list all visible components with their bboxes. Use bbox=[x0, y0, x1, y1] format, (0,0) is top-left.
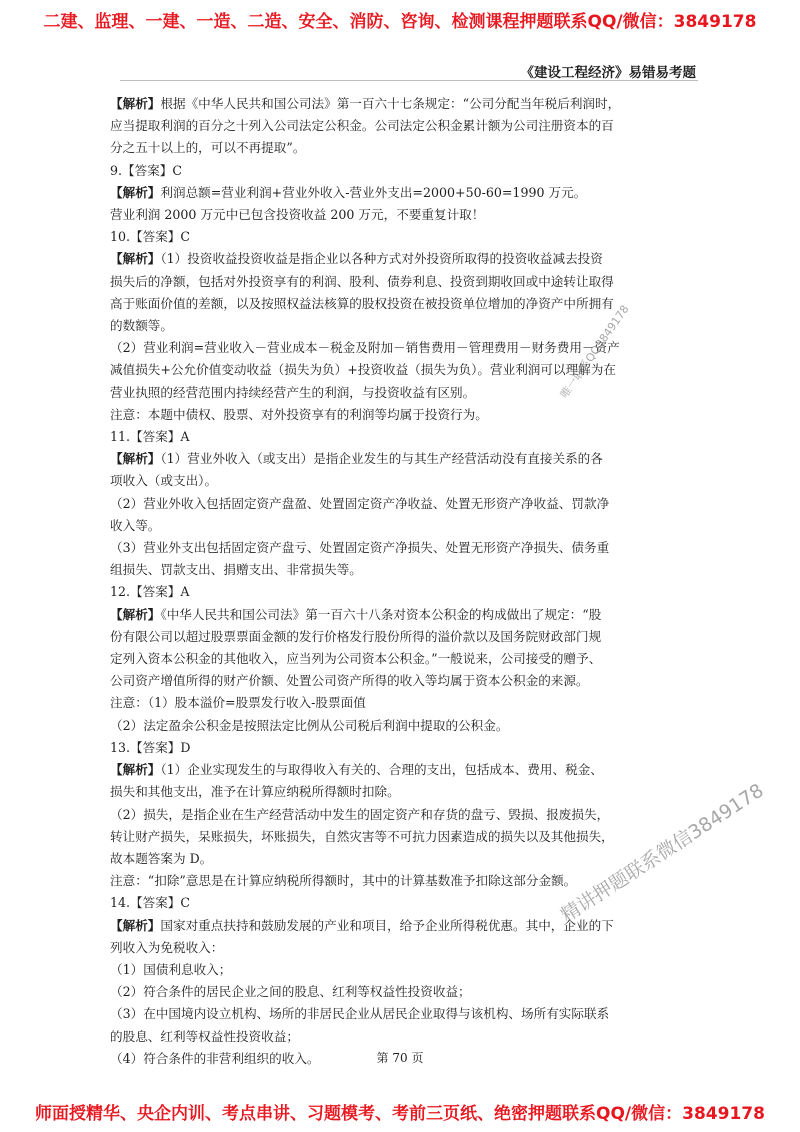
body-line-text: 注意：本题中债权、股票、对外投资享有的利润等均属于投资行为。 bbox=[110, 406, 488, 422]
analysis-tag: 【解析】 bbox=[110, 762, 161, 778]
body-line-text: 11.【答案】A bbox=[110, 429, 190, 445]
body-line bbox=[110, 537, 693, 559]
body-line bbox=[110, 204, 693, 226]
body-line-text: 公司资产增值所得的财产价额、处置公司资产所得的收入等均属于资本公积金的来源。 bbox=[110, 673, 589, 689]
analysis-tag: 【解析】 bbox=[110, 917, 161, 933]
body-line bbox=[110, 359, 693, 381]
body-line bbox=[110, 426, 693, 448]
analysis-tag: 【解析】 bbox=[110, 96, 161, 111]
body-line bbox=[110, 404, 693, 426]
body-line bbox=[110, 93, 693, 115]
body-line bbox=[110, 604, 693, 626]
body-line-text: （1）投资收益投资收益是指企业以各种方式对外投资所取得的投资收益减去投资 bbox=[160, 251, 603, 267]
body-line-text: 13.【答案】D bbox=[110, 739, 191, 755]
body-line-text: 故本题答案为 D。 bbox=[110, 850, 213, 866]
body-line-text: 定列入资本公积金的其他收入，应当列为公司资本公积金。”一般说来，公司接受的赠予、 bbox=[110, 651, 602, 667]
body-line-text: 分之五十以上的，可以不再提取”。 bbox=[110, 140, 306, 156]
body-line-text: 列收入为免税收入： bbox=[110, 939, 224, 955]
body-line bbox=[110, 248, 693, 270]
body-line-text: 9.【答案】C bbox=[110, 162, 183, 178]
body-line-text: 14.【答案】C bbox=[110, 895, 191, 911]
body-line bbox=[110, 759, 693, 781]
body-line bbox=[110, 959, 693, 981]
body-line-text: 注意：“扣除”意思是在计算应纳税所得额时，其中的计算基数准予扣除这部分金额。 bbox=[110, 873, 577, 889]
body-line bbox=[110, 226, 693, 248]
body-line bbox=[110, 293, 693, 315]
body-line bbox=[110, 648, 693, 670]
body-line bbox=[110, 182, 693, 204]
body-line bbox=[110, 448, 693, 470]
body-line bbox=[110, 382, 693, 404]
analysis-tag: 【解析】 bbox=[110, 451, 161, 467]
body-line bbox=[110, 737, 693, 759]
body-line bbox=[110, 470, 693, 492]
body-line-text: 利润总额=营业利润+营业外收入-营业外支出=2000+50-60=1990 万元。 bbox=[160, 184, 587, 200]
body-line-text: （1）国债利息收入； bbox=[110, 961, 232, 977]
body-line bbox=[110, 937, 693, 959]
document-body bbox=[110, 93, 693, 1070]
body-line-text: 《中华人民共和国公司法》第一百六十八条对资本公积金的构成做出了规定：“股 bbox=[160, 606, 602, 622]
analysis-tag: 【解析】 bbox=[110, 184, 161, 200]
body-line-text: 营业利润 2000 万元中已包含投资收益 200 万元，不要重复计取！ bbox=[110, 207, 485, 223]
body-line-text: 转让财产损失，呆账损失，坏账损失，自然灾害等不可抗力因素造成的损失以及其他损失， bbox=[110, 828, 614, 844]
body-line-text: 损失和其他支出，准予在计算应纳税所得额时扣除。 bbox=[110, 784, 400, 800]
body-line-text: 营业执照的经营范围内持续经营产生的利润，与投资收益有区别。 bbox=[110, 384, 476, 400]
page-number: 第 70 页 bbox=[376, 1051, 424, 1065]
body-line-text: （2）法定盈余公积金是按照法定比例从公司税后利润中提取的公积金。 bbox=[110, 717, 509, 733]
body-line-text: （1）企业实现发生的与取得收入有关的、合理的支出，包括成本、费用、税金、 bbox=[160, 762, 603, 778]
body-line-text: （3）营业外支出包括固定资产盘亏、处置固定资产净损失、处置无形资产净损失、债务重 bbox=[110, 540, 610, 556]
body-line bbox=[110, 493, 693, 515]
body-line-text: 的数额等。 bbox=[110, 318, 173, 334]
body-line bbox=[110, 559, 693, 581]
body-line bbox=[110, 981, 693, 1003]
body-line-text: （2）营业利润=营业收入－营业成本－税金及附加－销售费用－管理费用－财务费用－资产 bbox=[110, 340, 620, 356]
watermark-small: 唯一联系QQ3849178 bbox=[557, 302, 632, 401]
body-line-text: 损失后的净额，包括对外投资享有的利润、股利、债券利息、投资到期收回或中途转让取得 bbox=[110, 273, 614, 289]
body-line-text: 应当提取利润的百分之十列入公司法定公积金。公司法定公积金累计额为公司注册资本的百 bbox=[110, 118, 614, 134]
body-line-text: （4）符合条件的非营利组织的收入。 bbox=[110, 1050, 320, 1066]
body-line-text: 国家对重点扶持和鼓励发展的产业和项目，给予企业所得税优惠。其中，企业的下 bbox=[160, 917, 614, 933]
body-line bbox=[110, 160, 693, 182]
body-line-text: （2）营业外收入包括固定资产盘盈、处置固定资产净收益、处置无形资产净收益、罚款净 bbox=[110, 495, 610, 511]
body-line bbox=[110, 826, 693, 848]
body-line-text: 12.【答案】A bbox=[110, 584, 190, 600]
body-line-text: 10.【答案】C bbox=[110, 229, 191, 245]
body-line-text: （1）营业外收入（或支出）是指企业发生的与其生产经营活动没有直接关系的各 bbox=[160, 451, 603, 467]
body-line-text: 注意：（1）股本溢价=股票发行收入-股票面值 bbox=[110, 695, 366, 711]
body-line bbox=[110, 271, 693, 293]
body-line bbox=[110, 115, 693, 137]
body-line-text: （2）损失，是指企业在生产经营活动中发生的固定资产和存货的盘亏、毁损、报废损失， bbox=[110, 806, 610, 822]
document-header-title: 《建设工程经济》易错易考题 bbox=[520, 65, 696, 81]
body-line bbox=[110, 781, 693, 803]
body-line-text: 的股息、红利等权益性投资收益； bbox=[110, 1028, 299, 1044]
body-line bbox=[110, 804, 693, 826]
body-line-text: 组损失、罚款支出、捐赠支出、非常损失等。 bbox=[110, 562, 362, 578]
analysis-tag: 【解析】 bbox=[110, 606, 161, 622]
body-line bbox=[110, 715, 693, 737]
body-line-text: 收入等。 bbox=[110, 517, 161, 533]
body-line bbox=[110, 915, 693, 937]
body-line-text: 项收入（或支出）。 bbox=[110, 473, 218, 489]
top-banner: 二建、监理、一建、一造、二造、安全、消防、咨询、检测课程押题联系QQ/微信：3849178 bbox=[43, 12, 757, 32]
body-line-text: （2）符合条件的居民企业之间的股息、红利等权益性投资收益； bbox=[110, 984, 471, 1000]
body-line bbox=[110, 848, 693, 870]
header-rule bbox=[120, 80, 698, 81]
body-line bbox=[110, 515, 693, 537]
body-line bbox=[110, 1026, 693, 1048]
watermark-large: 精讲押题联系微信3849178 bbox=[557, 779, 768, 927]
body-line bbox=[110, 1003, 693, 1025]
body-line-text: 高于账面价值的差额，以及按照权益法核算的股权投资在被投资单位增加的净资产中所拥有 bbox=[110, 295, 614, 311]
body-line bbox=[110, 626, 693, 648]
body-line-text: 份有限公司以超过股票票面金额的发行价格发行股份所得的溢价款以及国务院财政部门规 bbox=[110, 628, 602, 644]
body-line-text: 减值损失+公允价值变动收益（损失为负）+投资收益（损失为负）。营业利润可以理解为在 bbox=[110, 362, 616, 378]
body-line bbox=[110, 670, 693, 692]
body-line-text: 根据《中华人民共和国公司法》第一百六十七条规定：“公司分配当年税后利润时， bbox=[160, 96, 621, 111]
body-line bbox=[110, 137, 693, 159]
bottom-banner: 师面授精华、央企内训、考点串讲、习题模考、考前三页纸、绝密押题联系QQ/微信：3849178 bbox=[35, 1104, 765, 1124]
body-line-text: （3）在中国境内设立机构、场所的非居民企业从居民企业取得与该机构、场所有实际联系 bbox=[110, 1006, 610, 1022]
body-line bbox=[110, 692, 693, 714]
body-line bbox=[110, 581, 693, 603]
analysis-tag: 【解析】 bbox=[110, 251, 161, 267]
